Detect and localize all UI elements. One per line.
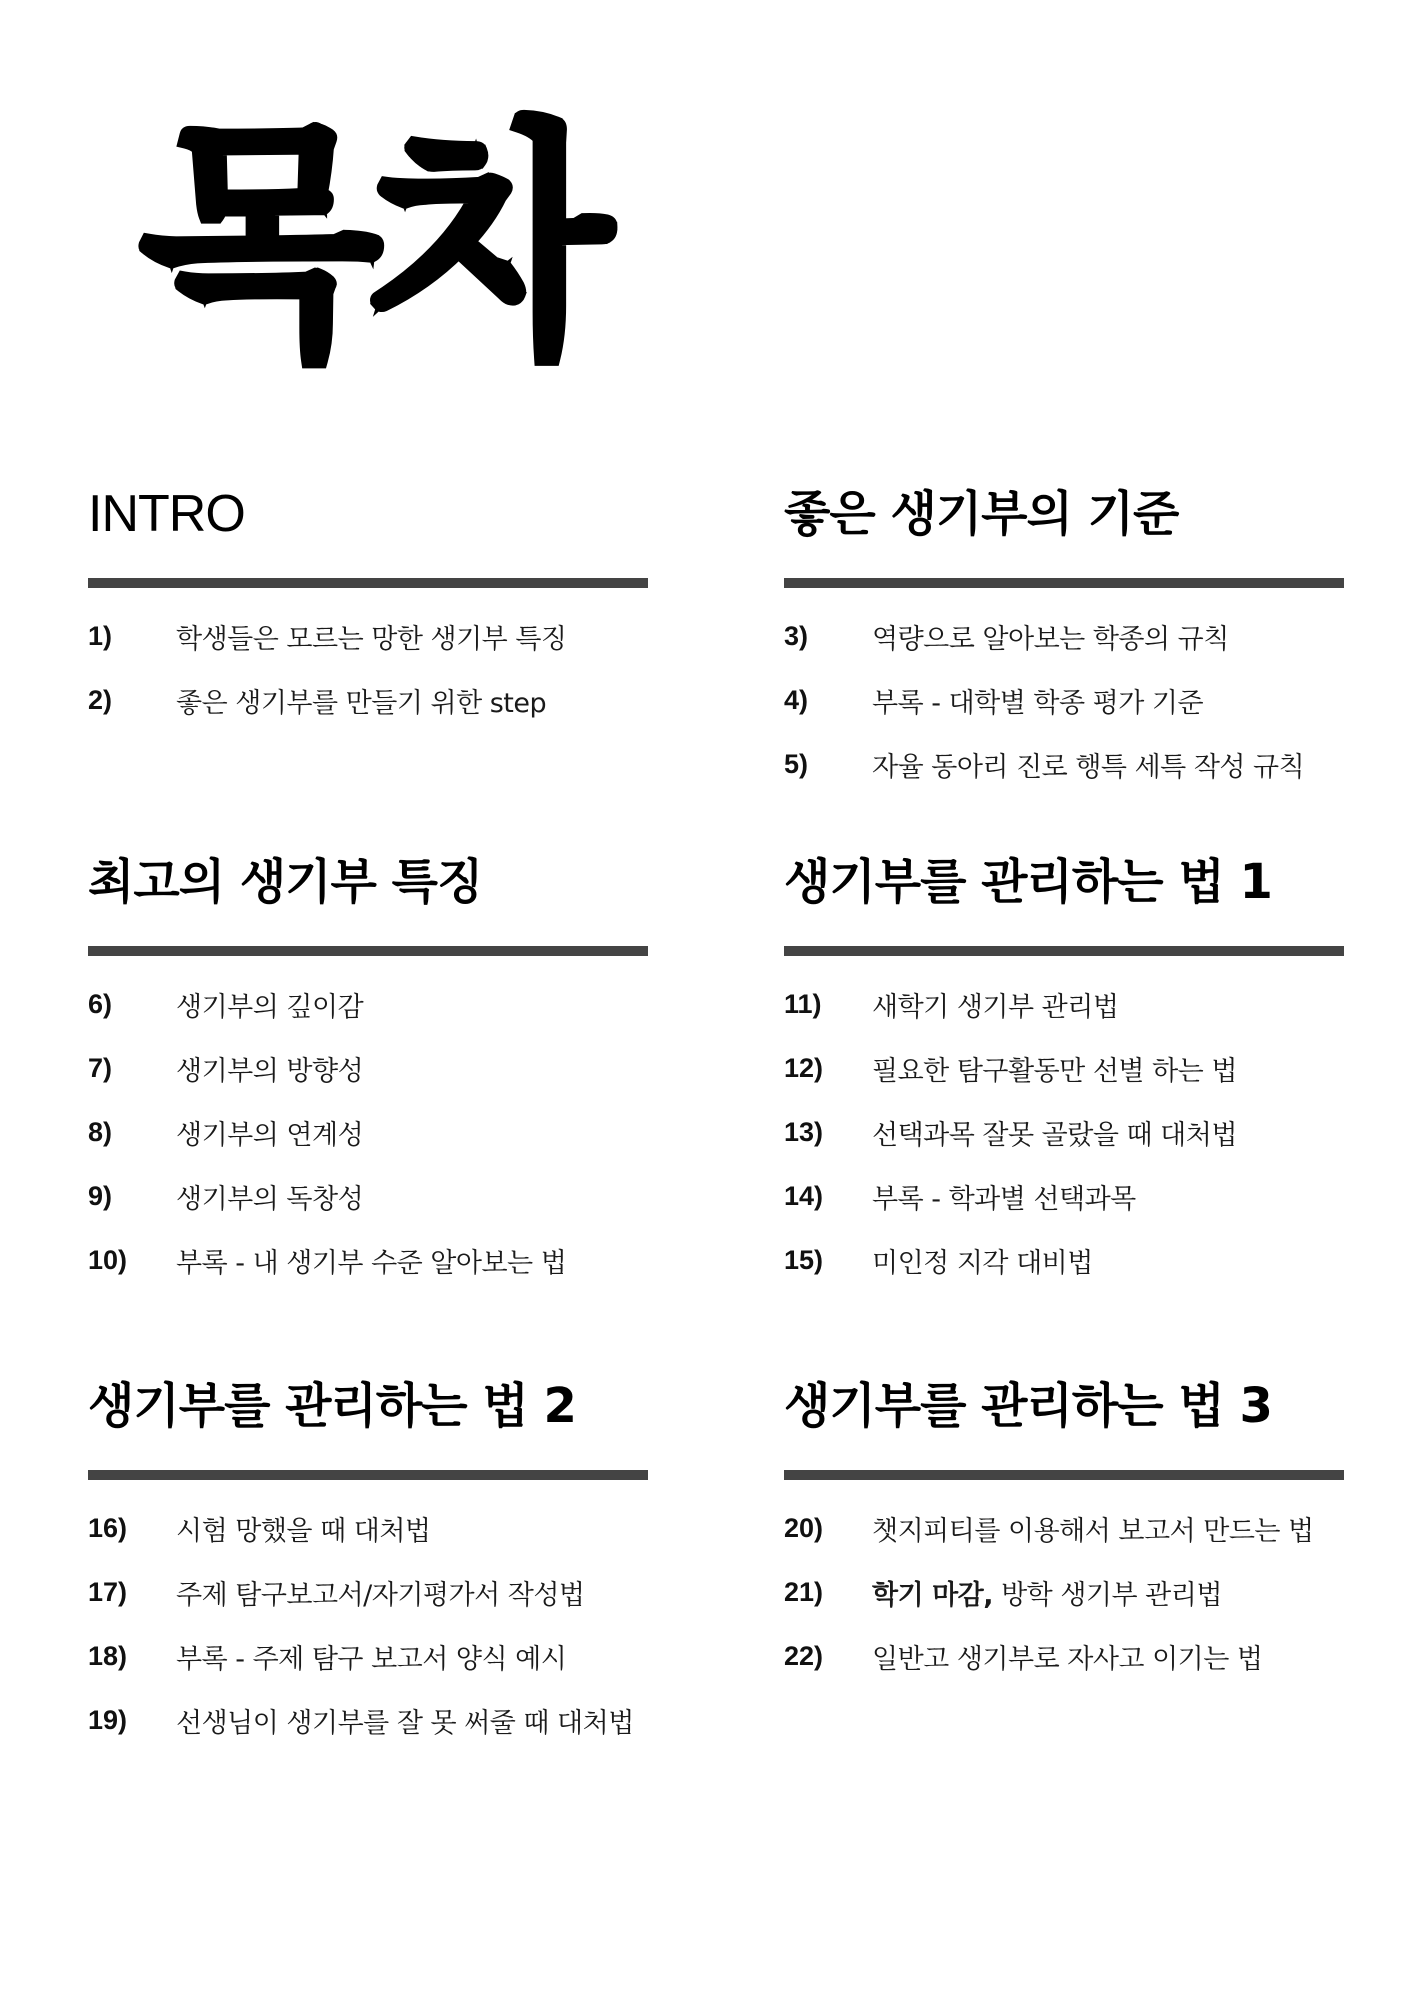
toc-item-title: 생기부의 깊이감	[176, 991, 364, 1023]
toc-item[interactable]	[784, 604, 1344, 668]
toc-item-number: 7)	[88, 1052, 113, 1083]
toc-item[interactable]	[784, 1228, 1344, 1292]
section-heading: 생기부를 관리하는 법 3	[784, 1378, 1272, 1434]
toc-item-title: 부록 - 내 생기부 수준 알아보는 법	[176, 1247, 567, 1279]
toc-item-title: 새학기 생기부 관리법	[872, 991, 1119, 1023]
toc-item-number: 21)	[784, 1576, 824, 1607]
toc-list	[88, 972, 648, 1292]
toc-item-number: 18)	[88, 1640, 128, 1671]
section-divider	[88, 578, 648, 588]
section-heading: 최고의 생기부 특징	[88, 854, 483, 910]
page-title: 목차	[140, 99, 599, 390]
toc-section-good-criteria	[784, 478, 1344, 796]
toc-item-title: 역량으로 알아보는 학종의 규칙	[872, 623, 1229, 655]
toc-item-title: 생기부의 연계성	[176, 1119, 364, 1151]
toc-item-title: 미인정 지각 대비법	[872, 1247, 1093, 1279]
toc-item[interactable]	[784, 1164, 1344, 1228]
section-divider	[784, 578, 1344, 588]
toc-list	[784, 604, 1344, 796]
toc-item[interactable]	[88, 1100, 648, 1164]
toc-item-number: 13)	[784, 1116, 824, 1147]
toc-item-title: 학생들은 모르는 망한 생기부 특징	[176, 623, 567, 655]
toc-item-number: 20)	[784, 1512, 824, 1543]
section-divider	[784, 946, 1344, 956]
section-heading: 생기부를 관리하는 법 1	[784, 854, 1272, 910]
toc-item[interactable]	[784, 668, 1344, 732]
section-heading: INTRO	[88, 485, 245, 543]
toc-item-title: 챗지피티를 이용해서 보고서 만드는 법	[872, 1515, 1314, 1547]
toc-item-number: 4)	[784, 684, 809, 715]
toc-item-number: 15)	[784, 1244, 824, 1275]
toc-section-manage-1	[784, 846, 1344, 1292]
toc-item[interactable]	[784, 972, 1344, 1036]
toc-item-number: 1)	[88, 620, 113, 651]
toc-item-number: 22)	[784, 1640, 824, 1671]
toc-item[interactable]	[88, 1496, 648, 1560]
toc-item-number: 14)	[784, 1180, 824, 1211]
toc-item-number: 3)	[784, 620, 809, 651]
toc-item[interactable]	[88, 1036, 648, 1100]
toc-item-title: 주제 탐구보고서/자기평가서 작성법	[176, 1579, 585, 1611]
toc-section-best-features	[88, 846, 648, 1292]
section-heading: 생기부를 관리하는 법 2	[88, 1378, 576, 1434]
toc-item-number: 9)	[88, 1180, 113, 1211]
toc-item-number: 17)	[88, 1576, 128, 1607]
toc-section-manage-3	[784, 1370, 1344, 1688]
toc-section-intro	[88, 478, 648, 732]
toc-item-title	[872, 1573, 1222, 1612]
section-divider	[88, 1470, 648, 1480]
toc-item-title-emphasis: 학기 마감,	[872, 1579, 993, 1611]
toc-item[interactable]	[88, 1688, 648, 1752]
toc-item[interactable]	[88, 1624, 648, 1688]
toc-item-title: 부록 - 주제 탐구 보고서 양식 예시	[176, 1643, 567, 1675]
toc-item-number: 19)	[88, 1704, 128, 1735]
toc-item-title: 생기부의 방향성	[176, 1055, 364, 1087]
toc-item-title: 부록 - 학과별 선택과목	[872, 1183, 1136, 1215]
toc-item-title: 선택과목 잘못 골랐을 때 대처법	[872, 1119, 1237, 1151]
toc-item-number: 11)	[784, 988, 822, 1019]
toc-item[interactable]	[88, 668, 648, 732]
toc-item-title: 생기부의 독창성	[176, 1183, 364, 1215]
toc-item-title: 일반고 생기부로 자사고 이기는 법	[872, 1643, 1263, 1675]
toc-list	[784, 1496, 1344, 1688]
toc-item-title: 필요한 탐구활동만 선별 하는 법	[872, 1055, 1237, 1087]
toc-list	[88, 604, 648, 732]
section-heading: 좋은 생기부의 기준	[784, 486, 1179, 542]
toc-item-number: 2)	[88, 684, 113, 715]
toc-list	[88, 1496, 648, 1752]
toc-item[interactable]	[784, 1100, 1344, 1164]
toc-item-title: 자율 동아리 진로 행특 세특 작성 규칙	[872, 751, 1305, 783]
toc-item-title: 부록 - 대학별 학종 평가 기준	[872, 687, 1204, 719]
toc-item-number: 16)	[88, 1512, 128, 1543]
toc-item-number: 5)	[784, 748, 809, 779]
toc-item[interactable]	[88, 604, 648, 668]
section-divider	[784, 1470, 1344, 1480]
toc-item-title: 선생님이 생기부를 잘 못 써줄 때 대처법	[176, 1707, 634, 1739]
toc-item[interactable]	[784, 1496, 1344, 1560]
toc-item[interactable]	[784, 1560, 1344, 1624]
toc-item-title: 시험 망했을 때 대처법	[176, 1515, 431, 1547]
toc-item[interactable]	[784, 732, 1344, 796]
toc-item-title-rest: 방학 생기부 관리법	[993, 1579, 1222, 1611]
toc-item[interactable]	[784, 1036, 1344, 1100]
toc-item-number: 12)	[784, 1052, 824, 1083]
section-divider	[88, 946, 648, 956]
toc-item[interactable]	[88, 1560, 648, 1624]
toc-item[interactable]	[88, 1164, 648, 1228]
toc-item-number: 8)	[88, 1116, 113, 1147]
toc-item-number: 10)	[88, 1244, 128, 1275]
toc-section-manage-2	[88, 1370, 648, 1752]
toc-list	[784, 972, 1344, 1292]
toc-item[interactable]	[784, 1624, 1344, 1688]
toc-item[interactable]	[88, 972, 648, 1036]
toc-item-title: 좋은 생기부를 만들기 위한 step	[176, 687, 547, 719]
toc-item-number: 6)	[88, 988, 113, 1019]
toc-item[interactable]	[88, 1228, 648, 1292]
